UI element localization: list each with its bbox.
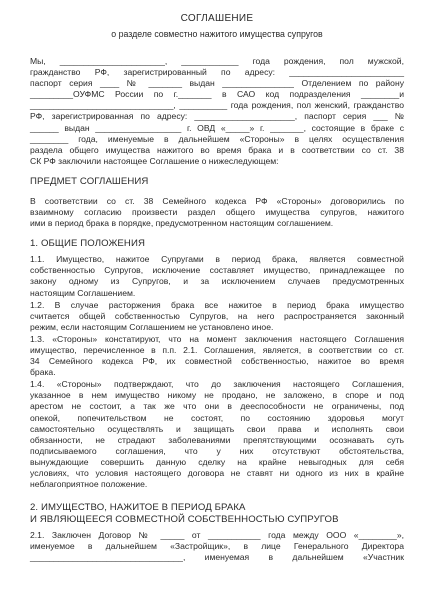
clause-1-2 bbox=[30, 300, 404, 333]
clause-line: имущество, перечисленное в п.п. 2.1. Соглашения, является, в соответствии со ст. bbox=[30, 344, 404, 355]
property-heading-line: 2. ИМУЩЕСТВО, НАЖИТОЕ В ПЕРИОД БРАКА bbox=[30, 502, 246, 514]
clause-line: режим, если настоящим Соглашением не установлено иное. bbox=[30, 321, 274, 332]
intro-line: раздела общего имущества нажитого во время брака и в соответствии со ст. 38 bbox=[30, 144, 404, 155]
intro-line: ________ года, именуемые в дальнейшем «Стороны» в целях осуществления bbox=[30, 133, 404, 144]
section-subject-text bbox=[30, 196, 404, 229]
clause-1-3 bbox=[30, 334, 404, 378]
clause-line: арестом не состоит, а так же что они в дееспособности не ограничены, под bbox=[30, 401, 404, 412]
intro-line: _________ОУФМС России по г._______ в САО код подразделения ________и bbox=[30, 89, 404, 100]
clause-line: указанное в нем имущество никому не продано, не заложено, в споре и под bbox=[30, 390, 404, 401]
section-property-heading bbox=[30, 502, 404, 526]
clause-1-4 bbox=[30, 379, 404, 490]
intro-line: Мы, ______________________, ____________ года рождения, пол мужской, bbox=[30, 56, 404, 66]
property-heading-line: И ЯВЛЯЮЩЕЕСЯ СОВМЕСТНОЙ СОБСТВЕННОСТЬЮ СУПРУГОВ bbox=[30, 514, 339, 526]
clause-line: настоящим Соглашением. bbox=[30, 287, 136, 298]
intro-line: СК РФ заключили настоящее Соглашение о нижеследующем: bbox=[30, 155, 279, 166]
subject-line: ими в период брака в порядке, предусмотренном настоящим соглашением. bbox=[30, 218, 334, 229]
clause-line: опекой, попечительством не состоят, по состоянию здоровья могут bbox=[30, 412, 404, 423]
intro-line: ______ выдан __________________ г. ОВД «_____» г. _______, состоящие в браке с bbox=[30, 122, 404, 133]
clause-line: ________________________________, именуемая в дальнейшем «Участник bbox=[30, 552, 404, 563]
clause-line: именуемое в дальнейшем «Застройщик», в лице Генерального Директора bbox=[30, 541, 404, 552]
section-general-heading: 1. ОБЩИЕ ПОЛОЖЕНИЯ bbox=[30, 238, 145, 250]
document-subtitle: о разделе совместно нажитого имущества супругов bbox=[111, 29, 323, 39]
clause-line: обязанности, не страдают заболеваниями препятствующими осознавать суть bbox=[30, 434, 404, 445]
clause-line: 34 Семейного кодекса РФ, их совместной собственностью, нажитое во время bbox=[30, 356, 404, 367]
clause-2-1 bbox=[30, 530, 404, 563]
clause-line: подписываемого соглашения, что у них отсутствуют обстоятельства, bbox=[30, 445, 404, 456]
section-subject-heading: ПРЕДМЕТ СОГЛАШЕНИЯ bbox=[30, 175, 149, 187]
clause-line: вынуждающие совершить данную сделку на крайне невыгодных для себя bbox=[30, 456, 404, 467]
clause-line: брака. bbox=[30, 367, 56, 378]
clause-line: самостоятельно осуществлять и защищать свои права и исполнять свои bbox=[30, 423, 404, 434]
clause-1-1 bbox=[30, 254, 404, 298]
intro-line: паспорт серия ____ № _______ выдан _______________ Отделением по району bbox=[30, 78, 404, 89]
clause-line: считается общей собственностью Супругов, на него распространяется законный bbox=[30, 310, 404, 321]
intro-line: гражданство РФ, зарегистрированный по адресу: ________________________ bbox=[30, 67, 404, 78]
intro-paragraph bbox=[30, 56, 404, 167]
clause-line: 1.2. В случае расторжения брака все нажитое в период брака имущество bbox=[30, 299, 404, 310]
intro-line: РФ, зарегистрированная по адресу: _____________________, паспорт серия ___ № bbox=[30, 111, 404, 122]
clause-line: 2.1. Заключен Договор № _____ от ___________ года между ООО «________», bbox=[30, 530, 404, 541]
clause-line: собственностью Супругов, исключение составляет имущество, принадлежащее по bbox=[30, 265, 404, 276]
clause-line: закону одному из Супругов, и за исключением случаев предусмотренных bbox=[30, 276, 404, 287]
clause-line: неблагоприятное положение. bbox=[30, 479, 148, 490]
subject-line: взаимному согласию произвести раздел общего имущества супругов, нажитого bbox=[30, 207, 404, 218]
clause-line: условиях, что условия настоящего договора не ставят ни одного из них в крайне bbox=[30, 468, 404, 478]
clause-line: 1.4. «Стороны» подтверждают, что до заключения настоящего Соглашения, bbox=[30, 379, 404, 390]
document-title: СОГЛАШЕНИЕ bbox=[180, 13, 254, 24]
clause-line: 1.1. Имущество, нажитое Супругами в период брака, является совместной bbox=[30, 254, 404, 265]
clause-line: 1.3. «Стороны» констатируют, что на момент заключения настоящего Соглашения bbox=[30, 333, 404, 344]
subject-line: В соответствии со ст. 38 Семейного кодекса РФ «Стороны» договорились по bbox=[30, 195, 404, 206]
intro-line: ______________________________, __________ года рождения, пол женский, гражданство bbox=[30, 100, 404, 111]
